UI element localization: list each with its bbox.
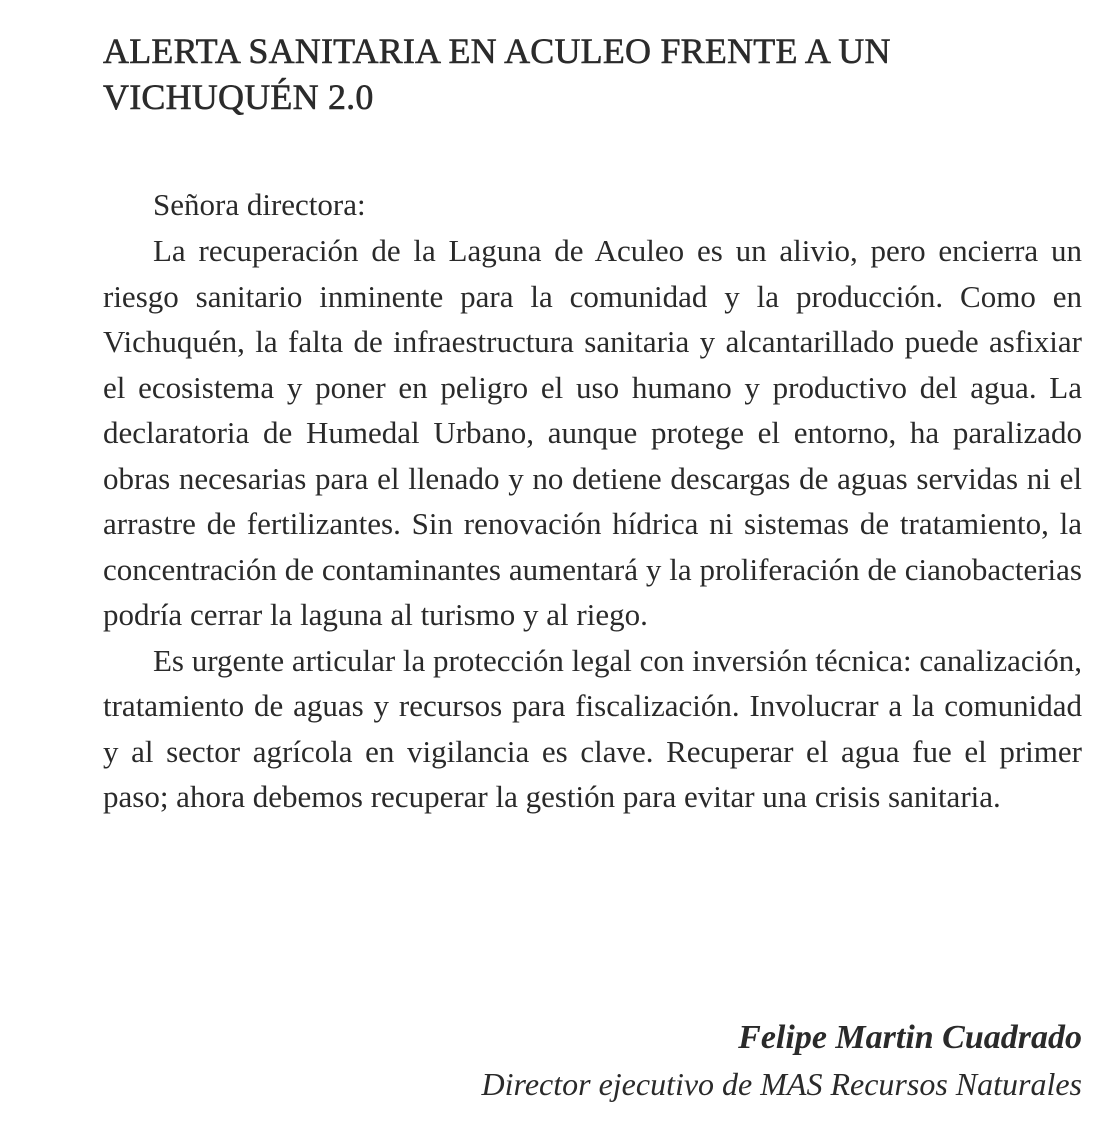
author-title: Director ejecutivo de MAS Recursos Naturales	[481, 1066, 1082, 1102]
salutation: Señora directora:	[153, 187, 366, 222]
author-name: Felipe Martin Cuadrado	[738, 1019, 1082, 1056]
headline-line-2: VICHUQUÉN 2.0	[103, 77, 374, 117]
headline	[103, 28, 1082, 120]
body-paragraph-2: Es urgente articular la protección legal con inversión técnica: canalización, tratamiento de aguas y recursos para fiscalización. Involucrar a la comunidad y al sector agrícola en vigilancia es clave. Recuperar el agua fue el primer paso; ahora debemos recuperar la gestión para evitar una crisis sanitaria.	[103, 642, 1083, 814]
letter-article	[103, 0, 1082, 820]
body-paragraph-1: La recuperación de la Laguna de Aculeo es un alivio, pero encierra un riesgo sanitario inminente para la comunidad y la producción. Como en Vichuquén, la falta de infraestructura sanitaria y alcantarillado puede asfixiar el ecosistema y poner en peligro el uso humano y productivo del agua. La declaratoria de Humedal Urbano, aunque protege el entorno, ha paralizado obras necesarias para el llenado y no detiene descargas de aguas servidas ni el arrastre de fertilizantes. Sin renovación hídrica ni sistemas de tratamiento, la concentración de contaminantes aumentará y la proliferación de cianobacterias podría cerrar la laguna al turismo y al riego.	[103, 233, 1082, 632]
headline-line-1: ALERTA SANITARIA EN ACULEO FRENTE A UN	[103, 31, 891, 71]
